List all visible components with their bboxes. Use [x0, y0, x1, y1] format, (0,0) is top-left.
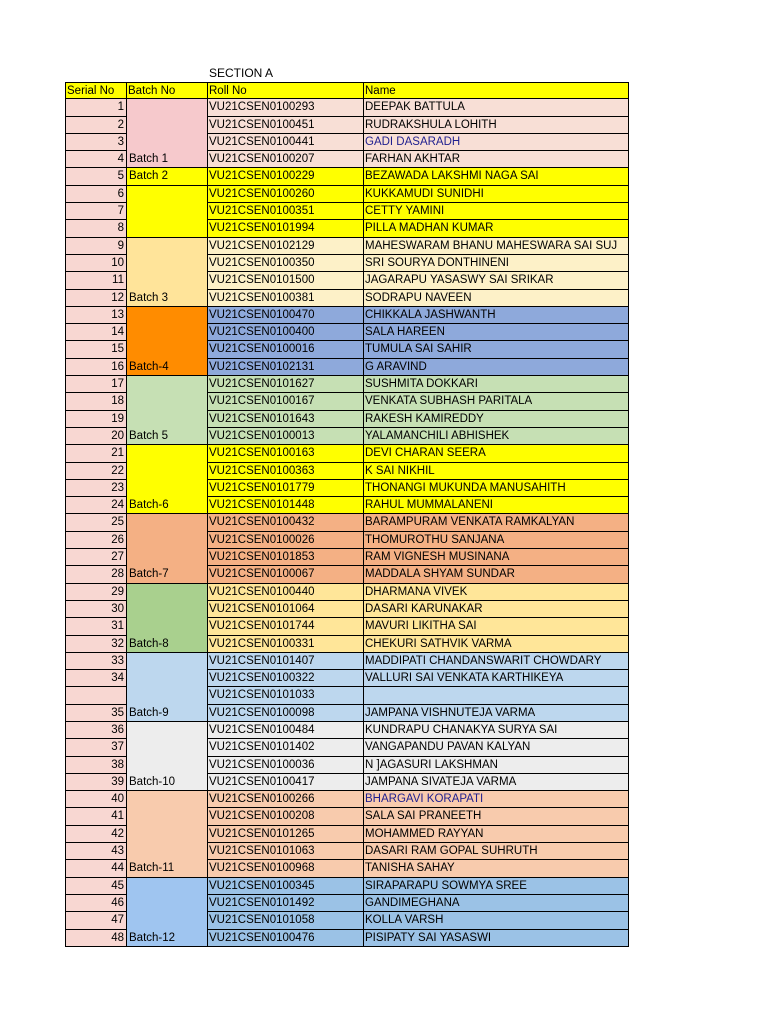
serial-cell[interactable]: 37 — [65, 739, 127, 756]
table-row — [65, 341, 629, 358]
name-cell[interactable]: SRI SOURYA DONTHINENI — [364, 255, 629, 272]
batch-cell[interactable] — [127, 255, 208, 272]
roll-cell[interactable]: VU21CSEN0100260 — [208, 186, 364, 203]
batch-cell[interactable] — [127, 203, 208, 220]
serial-cell[interactable]: 43 — [65, 843, 127, 860]
serial-cell[interactable]: 26 — [65, 532, 127, 549]
serial-cell[interactable]: 11 — [65, 272, 127, 289]
table-row — [65, 808, 629, 825]
batch-cell[interactable] — [127, 808, 208, 825]
batch-cell[interactable]: Batch-12 — [127, 930, 208, 947]
roll-cell[interactable]: VU21CSEN0100207 — [208, 151, 364, 168]
name-cell[interactable]: VANGAPANDU PAVAN KALYAN — [364, 739, 629, 756]
batch-cell[interactable] — [127, 514, 208, 531]
name-cell[interactable]: KUNDRAPU CHANAKYA SURYA SAI — [364, 722, 629, 739]
batch-cell[interactable] — [127, 341, 208, 358]
header-roll[interactable]: Roll No — [208, 82, 364, 99]
serial-cell[interactable]: 8 — [65, 220, 127, 237]
roll-cell[interactable]: VU21CSEN0102131 — [208, 359, 364, 376]
roll-cell[interactable]: VU21CSEN0100016 — [208, 341, 364, 358]
table-row — [65, 618, 629, 635]
roll-cell[interactable]: VU21CSEN0101492 — [208, 895, 364, 912]
serial-cell[interactable]: 27 — [65, 549, 127, 566]
serial-cell[interactable]: 23 — [65, 480, 127, 497]
table-row — [65, 359, 629, 376]
name-cell[interactable]: MAVURI LIKITHA SAI — [364, 618, 629, 635]
table-row — [65, 774, 629, 791]
serial-cell[interactable]: 41 — [65, 808, 127, 825]
serial-cell[interactable]: 3 — [65, 134, 127, 151]
name-cell[interactable]: KOLLA VARSH — [364, 912, 629, 929]
name-cell[interactable]: FARHAN AKHTAR — [364, 151, 629, 168]
batch-cell[interactable] — [127, 722, 208, 739]
serial-cell[interactable]: 18 — [65, 393, 127, 410]
serial-cell[interactable]: 42 — [65, 826, 127, 843]
table-row — [65, 186, 629, 203]
roll-cell[interactable]: VU21CSEN0100208 — [208, 808, 364, 825]
roll-cell[interactable]: VU21CSEN0100440 — [208, 584, 364, 601]
serial-cell[interactable]: 34 — [65, 670, 127, 687]
name-cell[interactable]: MADDIPATI CHANDANSWARIT CHOWDARY — [364, 653, 629, 670]
serial-cell[interactable]: 15 — [65, 341, 127, 358]
roll-cell[interactable]: VU21CSEN0100293 — [208, 99, 364, 116]
serial-cell[interactable]: 24 — [65, 497, 127, 514]
table-row — [65, 584, 629, 601]
batch-cell[interactable]: Batch-9 — [127, 705, 208, 722]
name-cell[interactable]: MAHESWARAM BHANU MAHESWARA SAI SUJ — [364, 238, 629, 255]
name-cell[interactable]: MADDALA SHYAM SUNDAR — [364, 566, 629, 583]
table-row — [65, 532, 629, 549]
table-row — [65, 117, 629, 134]
name-cell[interactable]: BARAMPURAM VENKATA RAMKALYAN — [364, 514, 629, 531]
name-cell[interactable]: MOHAMMED RAYYAN — [364, 826, 629, 843]
roll-cell[interactable]: VU21CSEN0101627 — [208, 376, 364, 393]
batch-cell[interactable] — [127, 601, 208, 618]
table-row — [65, 739, 629, 756]
serial-cell[interactable]: 5 — [65, 168, 127, 185]
batch-cell[interactable]: Batch-7 — [127, 566, 208, 583]
name-cell[interactable]: JAMPANA SIVATEJA VARMA — [364, 774, 629, 791]
table-row — [65, 843, 629, 860]
batch-cell[interactable] — [127, 895, 208, 912]
table-row — [65, 376, 629, 393]
serial-cell[interactable]: 30 — [65, 601, 127, 618]
roll-cell[interactable]: VU21CSEN0100266 — [208, 791, 364, 808]
batch-cell[interactable]: Batch 3 — [127, 290, 208, 307]
serial-cell[interactable] — [65, 687, 127, 704]
batch-cell[interactable] — [127, 549, 208, 566]
serial-cell[interactable]: 36 — [65, 722, 127, 739]
batch-cell[interactable] — [127, 324, 208, 341]
name-cell[interactable]: SUSHMITA DOKKARI — [364, 376, 629, 393]
serial-cell[interactable]: 2 — [65, 117, 127, 134]
name-cell[interactable]: DASARI KARUNAKAR — [364, 601, 629, 618]
batch-cell[interactable]: Batch 2 — [127, 168, 208, 185]
batch-cell[interactable] — [127, 653, 208, 670]
roll-cell[interactable]: VU21CSEN0101407 — [208, 653, 364, 670]
batch-cell[interactable] — [127, 186, 208, 203]
name-cell[interactable] — [364, 687, 629, 704]
table-row — [65, 514, 629, 531]
table-row — [65, 168, 629, 185]
table-row — [65, 705, 629, 722]
roll-cell[interactable]: VU21CSEN0100432 — [208, 514, 364, 531]
table-row — [65, 878, 629, 895]
roll-cell[interactable]: VU21CSEN0101064 — [208, 601, 364, 618]
name-cell[interactable]: KUKKAMUDI SUNIDHI — [364, 186, 629, 203]
table-row — [65, 220, 629, 237]
name-cell[interactable]: GANDIMEGHANA — [364, 895, 629, 912]
roll-cell[interactable]: VU21CSEN0102129 — [208, 238, 364, 255]
roll-cell[interactable]: VU21CSEN0100098 — [208, 705, 364, 722]
serial-cell[interactable]: 40 — [65, 791, 127, 808]
serial-cell[interactable]: 9 — [65, 238, 127, 255]
name-cell[interactable]: YALAMANCHILI ABHISHEK — [364, 428, 629, 445]
table-row — [65, 687, 629, 704]
serial-cell[interactable]: 25 — [65, 514, 127, 531]
table-row — [65, 860, 629, 877]
roll-cell[interactable]: VU21CSEN0101063 — [208, 843, 364, 860]
roll-cell[interactable]: VU21CSEN0101033 — [208, 687, 364, 704]
name-cell[interactable]: JAGARAPU YASASWY SAI SRIKAR — [364, 272, 629, 289]
name-cell[interactable]: BEZAWADA LAKSHMI NAGA SAI — [364, 168, 629, 185]
table-row — [65, 895, 629, 912]
batch-cell[interactable] — [127, 307, 208, 324]
batch-cell[interactable] — [127, 134, 208, 151]
table-row — [65, 393, 629, 410]
batch-cell[interactable] — [127, 739, 208, 756]
table-row — [65, 791, 629, 808]
serial-cell[interactable]: 48 — [65, 930, 127, 947]
roll-cell[interactable]: VU21CSEN0100036 — [208, 757, 364, 774]
name-cell[interactable]: RAHUL MUMMALANENI — [364, 497, 629, 514]
batch-cell[interactable]: Batch-10 — [127, 774, 208, 791]
name-cell[interactable]: CETTY YAMINI — [364, 203, 629, 220]
table-row — [65, 238, 629, 255]
roll-cell[interactable]: VU21CSEN0100026 — [208, 532, 364, 549]
roll-cell[interactable]: VU21CSEN0100350 — [208, 255, 364, 272]
name-cell[interactable]: N ]AGASURI LAKSHMAN — [364, 757, 629, 774]
serial-cell[interactable]: 35 — [65, 705, 127, 722]
name-cell[interactable]: TANISHA SAHAY — [364, 860, 629, 877]
name-cell[interactable]: VENKATA SUBHASH PARITALA — [364, 393, 629, 410]
table-row — [65, 601, 629, 618]
table-row — [65, 463, 629, 480]
name-cell[interactable]: K SAI NIKHIL — [364, 463, 629, 480]
batch-cell[interactable] — [127, 376, 208, 393]
serial-cell[interactable]: 16 — [65, 359, 127, 376]
table-row — [65, 930, 629, 947]
table-row — [65, 549, 629, 566]
batch-cell[interactable] — [127, 843, 208, 860]
table-row — [65, 670, 629, 687]
roll-cell[interactable]: VU21CSEN0101500 — [208, 272, 364, 289]
batch-cell[interactable] — [127, 670, 208, 687]
serial-cell[interactable]: 28 — [65, 566, 127, 583]
name-cell[interactable]: DEVI CHARAN SEERA — [364, 445, 629, 462]
table-row — [65, 411, 629, 428]
header-name[interactable]: Name — [364, 82, 629, 99]
header-batch[interactable]: Batch No — [127, 82, 208, 99]
name-cell[interactable]: CHEKURI SATHVIK VARMA — [364, 636, 629, 653]
name-cell[interactable]: RAM VIGNESH MUSINANA — [364, 549, 629, 566]
serial-cell[interactable]: 32 — [65, 636, 127, 653]
serial-cell[interactable]: 46 — [65, 895, 127, 912]
roll-cell[interactable]: VU21CSEN0101402 — [208, 739, 364, 756]
roll-cell[interactable]: VU21CSEN0100441 — [208, 134, 364, 151]
serial-cell[interactable]: 6 — [65, 186, 127, 203]
serial-cell[interactable]: 31 — [65, 618, 127, 635]
name-cell[interactable]: SALA HAREEN — [364, 324, 629, 341]
serial-cell[interactable]: 13 — [65, 307, 127, 324]
serial-cell[interactable]: 1 — [65, 99, 127, 116]
roll-cell[interactable]: VU21CSEN0100345 — [208, 878, 364, 895]
name-cell[interactable]: THONANGI MUKUNDA MANUSAHITH — [364, 480, 629, 497]
name-cell[interactable]: RAKESH KAMIREDDY — [364, 411, 629, 428]
batch-cell[interactable] — [127, 220, 208, 237]
serial-cell[interactable]: 19 — [65, 411, 127, 428]
table-row — [65, 255, 629, 272]
roll-cell[interactable]: VU21CSEN0101994 — [208, 220, 364, 237]
roll-cell[interactable]: VU21CSEN0101265 — [208, 826, 364, 843]
roll-cell[interactable]: VU21CSEN0100363 — [208, 463, 364, 480]
name-cell[interactable]: RUDRAKSHULA LOHITH — [364, 117, 629, 134]
name-cell[interactable]: THOMUROTHU SANJANA — [364, 532, 629, 549]
serial-cell[interactable]: 7 — [65, 203, 127, 220]
table-row — [65, 324, 629, 341]
batch-cell[interactable] — [127, 480, 208, 497]
roll-cell[interactable]: VU21CSEN0100167 — [208, 393, 364, 410]
table-row — [65, 134, 629, 151]
table-row — [65, 445, 629, 462]
table-row — [65, 566, 629, 583]
roll-cell[interactable]: VU21CSEN0100067 — [208, 566, 364, 583]
batch-cell[interactable] — [127, 411, 208, 428]
table-row — [65, 653, 629, 670]
serial-cell[interactable]: 33 — [65, 653, 127, 670]
name-cell[interactable]: DEEPAK BATTULA — [364, 99, 629, 116]
roll-cell[interactable]: VU21CSEN0100484 — [208, 722, 364, 739]
batch-cell[interactable] — [127, 912, 208, 929]
name-cell[interactable]: PILLA MADHAN KUMAR — [364, 220, 629, 237]
name-cell[interactable]: TUMULA SAI SAHIR — [364, 341, 629, 358]
batch-cell[interactable] — [127, 618, 208, 635]
table-row — [65, 203, 629, 220]
batch-cell[interactable] — [127, 791, 208, 808]
table-row — [65, 497, 629, 514]
name-cell[interactable]: DASARI RAM GOPAL SUHRUTH — [364, 843, 629, 860]
name-cell[interactable]: BHARGAVI KORAPATI — [364, 791, 629, 808]
table-row — [65, 428, 629, 445]
roll-cell[interactable]: VU21CSEN0100968 — [208, 860, 364, 877]
batch-cell[interactable] — [127, 393, 208, 410]
serial-cell[interactable]: 29 — [65, 584, 127, 601]
roll-cell[interactable]: VU21CSEN0100451 — [208, 117, 364, 134]
roll-cell[interactable]: VU21CSEN0101744 — [208, 618, 364, 635]
batch-cell[interactable] — [127, 757, 208, 774]
name-cell[interactable]: PISIPATY SAI YASASWI — [364, 930, 629, 947]
table-row — [65, 912, 629, 929]
batch-cell[interactable]: Batch 1 — [127, 151, 208, 168]
name-cell[interactable]: CHIKKALA JASHWANTH — [364, 307, 629, 324]
roll-cell[interactable]: VU21CSEN0100470 — [208, 307, 364, 324]
roll-cell[interactable]: VU21CSEN0101779 — [208, 480, 364, 497]
serial-cell[interactable]: 45 — [65, 878, 127, 895]
section-title: SECTION A — [209, 66, 274, 80]
roll-cell[interactable]: VU21CSEN0100229 — [208, 168, 364, 185]
name-cell[interactable]: SALA SAI PRANEETH — [364, 808, 629, 825]
serial-cell[interactable]: 21 — [65, 445, 127, 462]
table-row — [65, 636, 629, 653]
batch-cell[interactable] — [127, 826, 208, 843]
batch-cell[interactable] — [127, 99, 208, 116]
roll-cell[interactable]: VU21CSEN0101058 — [208, 912, 364, 929]
roll-cell[interactable]: VU21CSEN0100331 — [208, 636, 364, 653]
table-row — [65, 722, 629, 739]
roll-cell[interactable]: VU21CSEN0101643 — [208, 411, 364, 428]
roll-cell[interactable]: VU21CSEN0100400 — [208, 324, 364, 341]
name-cell[interactable]: DHARMANA VIVEK — [364, 584, 629, 601]
table-header — [65, 82, 629, 99]
name-cell[interactable]: SODRAPU NAVEEN — [364, 290, 629, 307]
table-row — [65, 826, 629, 843]
roll-cell[interactable]: VU21CSEN0100163 — [208, 445, 364, 462]
header-serial[interactable]: Serial No — [65, 82, 127, 99]
serial-cell[interactable]: 22 — [65, 463, 127, 480]
serial-cell[interactable]: 38 — [65, 757, 127, 774]
roll-cell[interactable]: VU21CSEN0100476 — [208, 930, 364, 947]
batch-cell[interactable] — [127, 878, 208, 895]
serial-cell[interactable]: 47 — [65, 912, 127, 929]
roll-cell[interactable]: VU21CSEN0101853 — [208, 549, 364, 566]
name-cell[interactable]: JAMPANA VISHNUTEJA VARMA — [364, 705, 629, 722]
serial-cell[interactable]: 14 — [65, 324, 127, 341]
table-row — [65, 480, 629, 497]
table-row — [65, 757, 629, 774]
batch-cell[interactable]: Batch-4 — [127, 359, 208, 376]
batch-cell[interactable] — [127, 117, 208, 134]
roll-cell[interactable]: VU21CSEN0100322 — [208, 670, 364, 687]
roll-cell[interactable]: VU21CSEN0100013 — [208, 428, 364, 445]
table-row — [65, 151, 629, 168]
table-row — [65, 272, 629, 289]
table-body — [65, 99, 629, 947]
serial-cell[interactable]: 39 — [65, 774, 127, 791]
student-table — [65, 82, 629, 947]
roll-cell[interactable]: VU21CSEN0100381 — [208, 290, 364, 307]
table-row — [65, 290, 629, 307]
batch-cell[interactable] — [127, 463, 208, 480]
batch-cell[interactable] — [127, 272, 208, 289]
serial-cell[interactable]: 17 — [65, 376, 127, 393]
serial-cell[interactable]: 10 — [65, 255, 127, 272]
batch-cell[interactable]: Batch-8 — [127, 636, 208, 653]
table-row — [65, 99, 629, 116]
serial-cell[interactable]: 12 — [65, 290, 127, 307]
name-cell[interactable]: VALLURI SAI VENKATA KARTHIKEYA — [364, 670, 629, 687]
serial-cell[interactable]: 20 — [65, 428, 127, 445]
batch-cell[interactable]: Batch-11 — [127, 860, 208, 877]
batch-cell[interactable] — [127, 584, 208, 601]
batch-cell[interactable] — [127, 687, 208, 704]
batch-cell[interactable] — [127, 445, 208, 462]
name-cell[interactable]: G ARAVIND — [364, 359, 629, 376]
name-cell[interactable]: GADI DASARADH — [364, 134, 629, 151]
serial-cell[interactable]: 44 — [65, 860, 127, 877]
batch-cell[interactable]: Batch-6 — [127, 497, 208, 514]
roll-cell[interactable]: VU21CSEN0100351 — [208, 203, 364, 220]
roll-cell[interactable]: VU21CSEN0101448 — [208, 497, 364, 514]
name-cell[interactable]: SIRAPARAPU SOWMYA SREE — [364, 878, 629, 895]
serial-cell[interactable]: 4 — [65, 151, 127, 168]
table-row — [65, 307, 629, 324]
batch-cell[interactable] — [127, 532, 208, 549]
roll-cell[interactable]: VU21CSEN0100417 — [208, 774, 364, 791]
batch-cell[interactable] — [127, 238, 208, 255]
batch-cell[interactable]: Batch 5 — [127, 428, 208, 445]
